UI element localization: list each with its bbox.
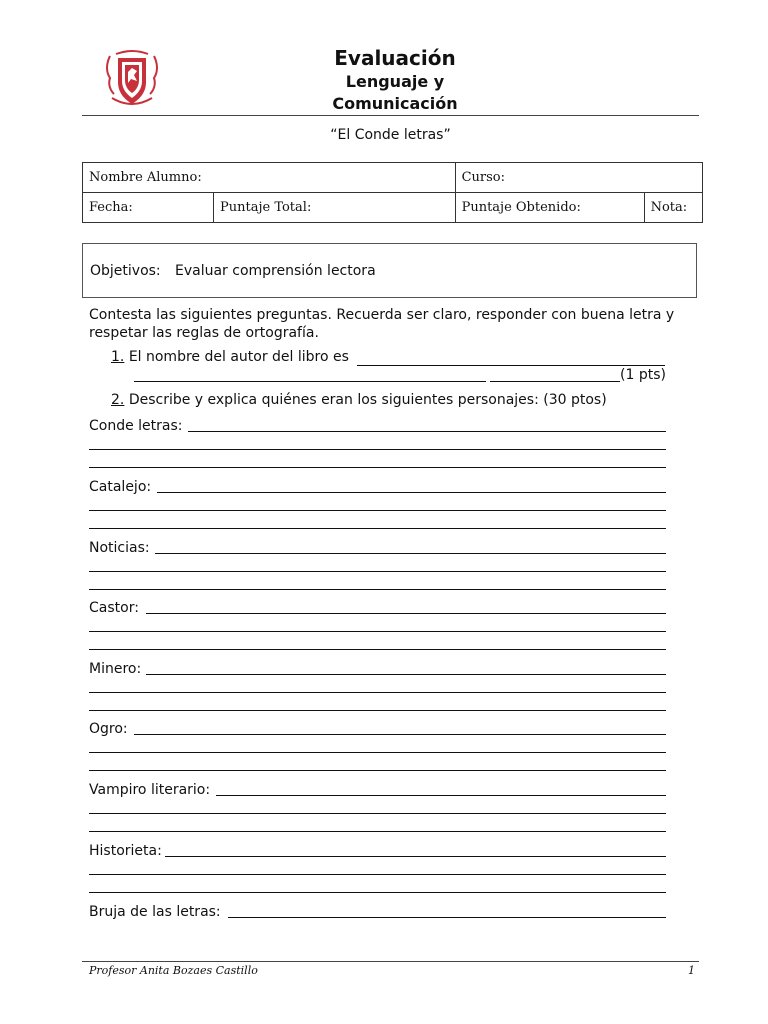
total-score-label: Puntaje Total: [220,200,312,215]
course-cell[interactable] [455,163,702,193]
student-name-label: Nombre Alumno: [89,170,202,185]
question-2-text: Describe y explica quiénes eran los siguientes personajes: (30 ptos) [128,392,607,408]
answer-line[interactable] [134,734,666,735]
header-divider [82,115,699,116]
answer-line[interactable] [89,770,666,771]
answer-line[interactable] [188,431,666,432]
character-label: Vampiro literario: [89,782,211,798]
answer-line[interactable] [89,449,666,450]
answer-line[interactable] [146,674,666,675]
character-label: Historieta: [89,843,162,859]
student-name-cell[interactable] [83,163,456,193]
answer-line[interactable] [216,795,666,796]
question-1-answer-line-3[interactable] [490,381,620,382]
answer-line[interactable] [157,492,666,493]
footer-divider [82,961,699,962]
page-number: 1 [688,964,695,977]
student-info-table [82,162,703,223]
answer-line[interactable] [89,692,666,693]
page-title: Evaluación [334,46,456,70]
grade-cell[interactable] [644,193,702,223]
question-1-points: (1 pts) [620,367,666,383]
objectives-box [82,243,697,298]
answer-line[interactable] [89,892,666,893]
footer-author: Profesor Anita Bozaes Castillo [89,964,258,977]
question-2-number: 2. [111,392,125,408]
character-label: Bruja de las letras: [89,904,221,920]
answer-line[interactable] [89,571,666,572]
character-label: Noticias: [89,540,150,556]
answer-line[interactable] [228,917,666,918]
character-label: Castor: [89,600,139,616]
answer-line[interactable] [89,874,666,875]
date-label: Fecha: [89,200,133,215]
obtained-score-label: Puntaje Obtenido: [461,200,581,215]
question-1-text: El nombre del autor del libro es [128,349,349,365]
answer-line[interactable] [89,589,666,590]
grade-label: Nota: [650,200,688,215]
objectives-value: Evaluar comprensión lectora [175,263,376,279]
character-label: Ogro: [89,721,128,737]
objectives-label: Objetivos: [90,263,161,279]
answer-line[interactable] [89,510,666,511]
book-title: “El Conde letras” [330,127,451,143]
answer-line[interactable] [146,613,666,614]
course-label: Curso: [461,170,505,185]
school-crest-icon [104,48,160,110]
answer-line[interactable] [89,813,666,814]
answer-line[interactable] [89,631,666,632]
answer-line[interactable] [155,553,666,554]
obtained-score-cell[interactable] [455,193,644,223]
total-score-cell[interactable] [214,193,456,223]
subject-line-2: Comunicación [332,94,458,113]
answer-line[interactable] [89,467,666,468]
question-2 [111,392,607,408]
character-label: Minero: [89,661,142,677]
answer-line[interactable] [89,649,666,650]
character-label: Conde letras: [89,418,183,434]
answer-line[interactable] [89,752,666,753]
answer-line[interactable] [165,856,666,857]
answer-line[interactable] [89,528,666,529]
character-label: Catalejo: [89,479,152,495]
subject-line-1: Lenguaje y [345,72,445,91]
instructions-text: Contesta las siguientes preguntas. Recuerda ser claro, responder con buena letra y respetar las reglas de ortografía. [89,307,675,341]
question-1-answer-line-1[interactable] [357,365,665,366]
question-1-number: 1. [111,349,125,365]
answer-line[interactable] [89,710,666,711]
date-cell[interactable] [83,193,214,223]
question-1-answer-line-2[interactable] [134,381,486,382]
answer-line[interactable] [89,831,666,832]
question-1 [111,349,349,365]
